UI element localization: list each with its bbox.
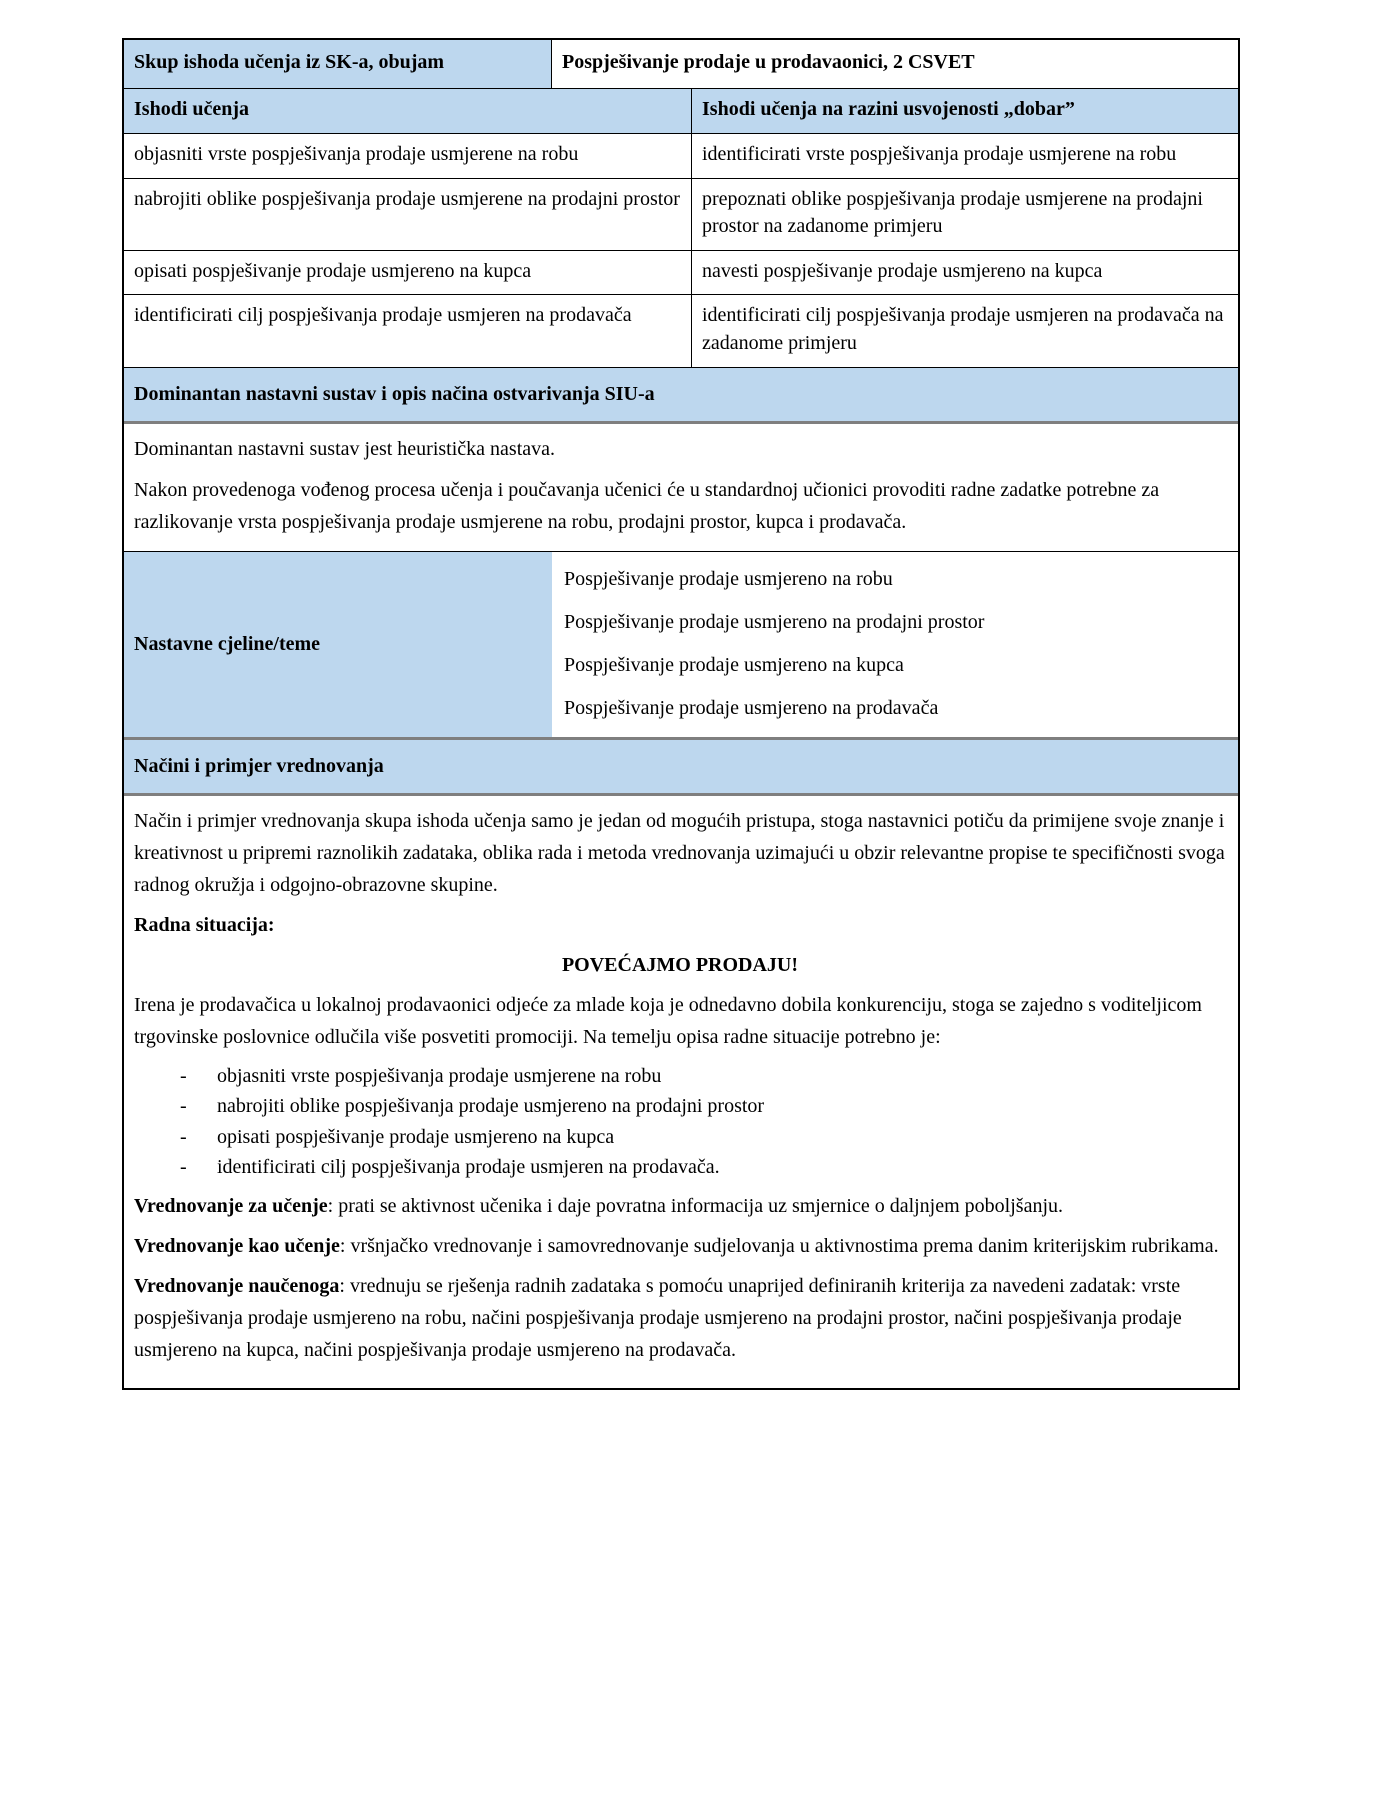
scenario-bullet-list (134, 1061, 1226, 1183)
assessment-paragraph (134, 1190, 1226, 1222)
teaching-unit: Pospješivanje prodaje usmjereno na prodajni prostor (564, 610, 985, 633)
outcome-cell-right: identificirati cilj pospješivanja prodaje usmjeren na prodavača na zadanome primjeru (702, 304, 1224, 354)
bullet-dash: - (180, 1125, 187, 1148)
outcomes-header-right: Ishodi učenja na razini usvojenosti „dobar” (692, 89, 1238, 133)
bullet-text: nabrojiti oblike pospješivanja prodaje usmjereno na prodajni prostor (217, 1095, 765, 1118)
evaluation-header: Načini i primjer vrednovanja (124, 740, 1238, 796)
assessment-label: Vrednovanje kao učenje (134, 1235, 340, 1258)
outcomes-header-left: Ishodi učenja (124, 89, 692, 133)
outcome-cell-right: identificirati vrste pospješivanja prodaje usmjerene na robu (702, 143, 1177, 165)
title-row (124, 40, 1238, 89)
teaching-unit: Pospješivanje prodaje usmjereno na prodavača (564, 696, 939, 719)
outcome-cell-right: prepoznati oblike pospješivanja prodaje usmjerene na prodajni prostor na zadanome primjeru (702, 187, 1203, 238)
outcome-row (124, 179, 1238, 251)
teaching-units-row (124, 552, 1238, 740)
outcome-cell-left: identificirati cilj pospješivanja prodaje usmjeren na prodavača (124, 295, 692, 366)
assessment-text: : prati se aktivnost učenika i daje povratna informacija uz smjernice o daljnjem poboljšanju. (327, 1195, 1064, 1218)
outcome-cell-right: navesti pospješivanje prodaje usmjereno na kupca (702, 259, 1103, 282)
dominant-system-text (124, 424, 1238, 552)
evaluation-body (124, 796, 1238, 1389)
unit-set-label: Skup ishoda učenja iz SK-a, obujam (124, 40, 552, 88)
teaching-unit: Pospješivanje prodaje usmjereno na kupca (564, 653, 904, 676)
bullet-dash: - (180, 1064, 187, 1087)
dominant-system-header: Dominantan nastavni sustav i opis načina ostvarivanja SIU-a (124, 368, 1238, 424)
bullet-text: identificirati cilj pospješivanja prodaje usmjeren na prodavača. (217, 1155, 720, 1178)
outcomes-header-row (124, 89, 1238, 134)
scenario-bullet (134, 1091, 1226, 1121)
dominant-paragraph: Dominantan nastavni sustav jest heuristička nastava. (134, 437, 556, 460)
bullet-dash: - (180, 1155, 187, 1178)
outcome-row (124, 134, 1238, 179)
assessment-text: : vršnjačko vrednovanje i samovrednovanje sudjelovanja u aktivnostima prema danim kriterijskim rubrikama. (339, 1235, 1219, 1258)
work-situation-title: POVEĆAJMO PRODAJU! (561, 953, 799, 976)
bullet-dash: - (180, 1095, 187, 1118)
outcome-row (124, 295, 1238, 367)
scenario-bullet (134, 1122, 1226, 1152)
assessment-text: : vrednuju se rješenja radnih zadataka s pomoću unaprijed definiranih kriterija za navedeni zadatak: vrste pospješivanja prodaje usmjereno na robu, načini pospješivanja prodaje usmjereno na prodajni prostor, načini pospješivanja prodaje usmjereno na kupca, načini pospješivanja prodaje usmjereno na prodavača. (134, 1275, 1182, 1362)
assessment-paragraph (134, 1270, 1226, 1366)
teaching-unit: Pospješivanje prodaje usmjereno na robu (564, 567, 893, 590)
outcome-row (124, 251, 1238, 296)
outcome-cell-left: objasniti vrste pospješivanja prodaje usmjerene na robu (124, 134, 692, 178)
scenario-text: Irena je prodavačica u lokalnoj prodavaonici odjeće za mlade koja je odnedavno dobila konkurenciju, stoga se zajedno s voditeljicom trgovinske poslovnice odlučila više posvetiti promociji. Na temelju opisa radne situacije potrebno je: (134, 993, 1202, 1048)
outcome-cell-left: nabrojiti oblike pospješivanja prodaje usmjerene na prodajni prostor (124, 179, 692, 250)
assessment-paragraph (134, 1230, 1226, 1262)
curriculum-table (122, 38, 1240, 1390)
assessment-label: Vrednovanje za učenje (134, 1195, 328, 1218)
scenario-bullet (134, 1061, 1226, 1091)
teaching-units-list (552, 552, 1238, 737)
dominant-paragraph: Nakon provedenoga vođenog procesa učenja i poučavanja učenici će u standardnoj učionici provoditi radne zadatke potrebne za razlikovanje vrsta pospješivanja prodaje usmjerene na robu, prodajni prostor, kupca i prodavača. (134, 478, 1160, 534)
scenario-bullet (134, 1152, 1226, 1182)
evaluation-intro: Način i primjer vrednovanja skupa ishoda učenja samo je jedan od mogućih pristupa, stoga nastavnici potiču da primijene svoje znanje i kreativnost u pripremi raznolikih zadataka, oblika rada i metoda vrednovanja uzimajući u obzir relevantne propise te specifičnosti svoga radnog okružja i odgojno-obrazovne skupine. (134, 809, 1225, 896)
teaching-units-label: Nastavne cjeline/teme (124, 552, 552, 737)
bullet-text: objasniti vrste pospješivanja prodaje usmjerene na robu (217, 1064, 662, 1087)
bullet-text: opisati pospješivanje prodaje usmjereno na kupca (217, 1125, 615, 1148)
work-situation-label: Radna situacija: (134, 913, 275, 936)
outcome-cell-left: opisati pospješivanje prodaje usmjereno na kupca (124, 251, 692, 295)
unit-set-value: Pospješivanje prodaje u prodavaonici, 2 CSVET (562, 51, 975, 74)
assessment-label: Vrednovanje naučenoga (134, 1275, 340, 1298)
